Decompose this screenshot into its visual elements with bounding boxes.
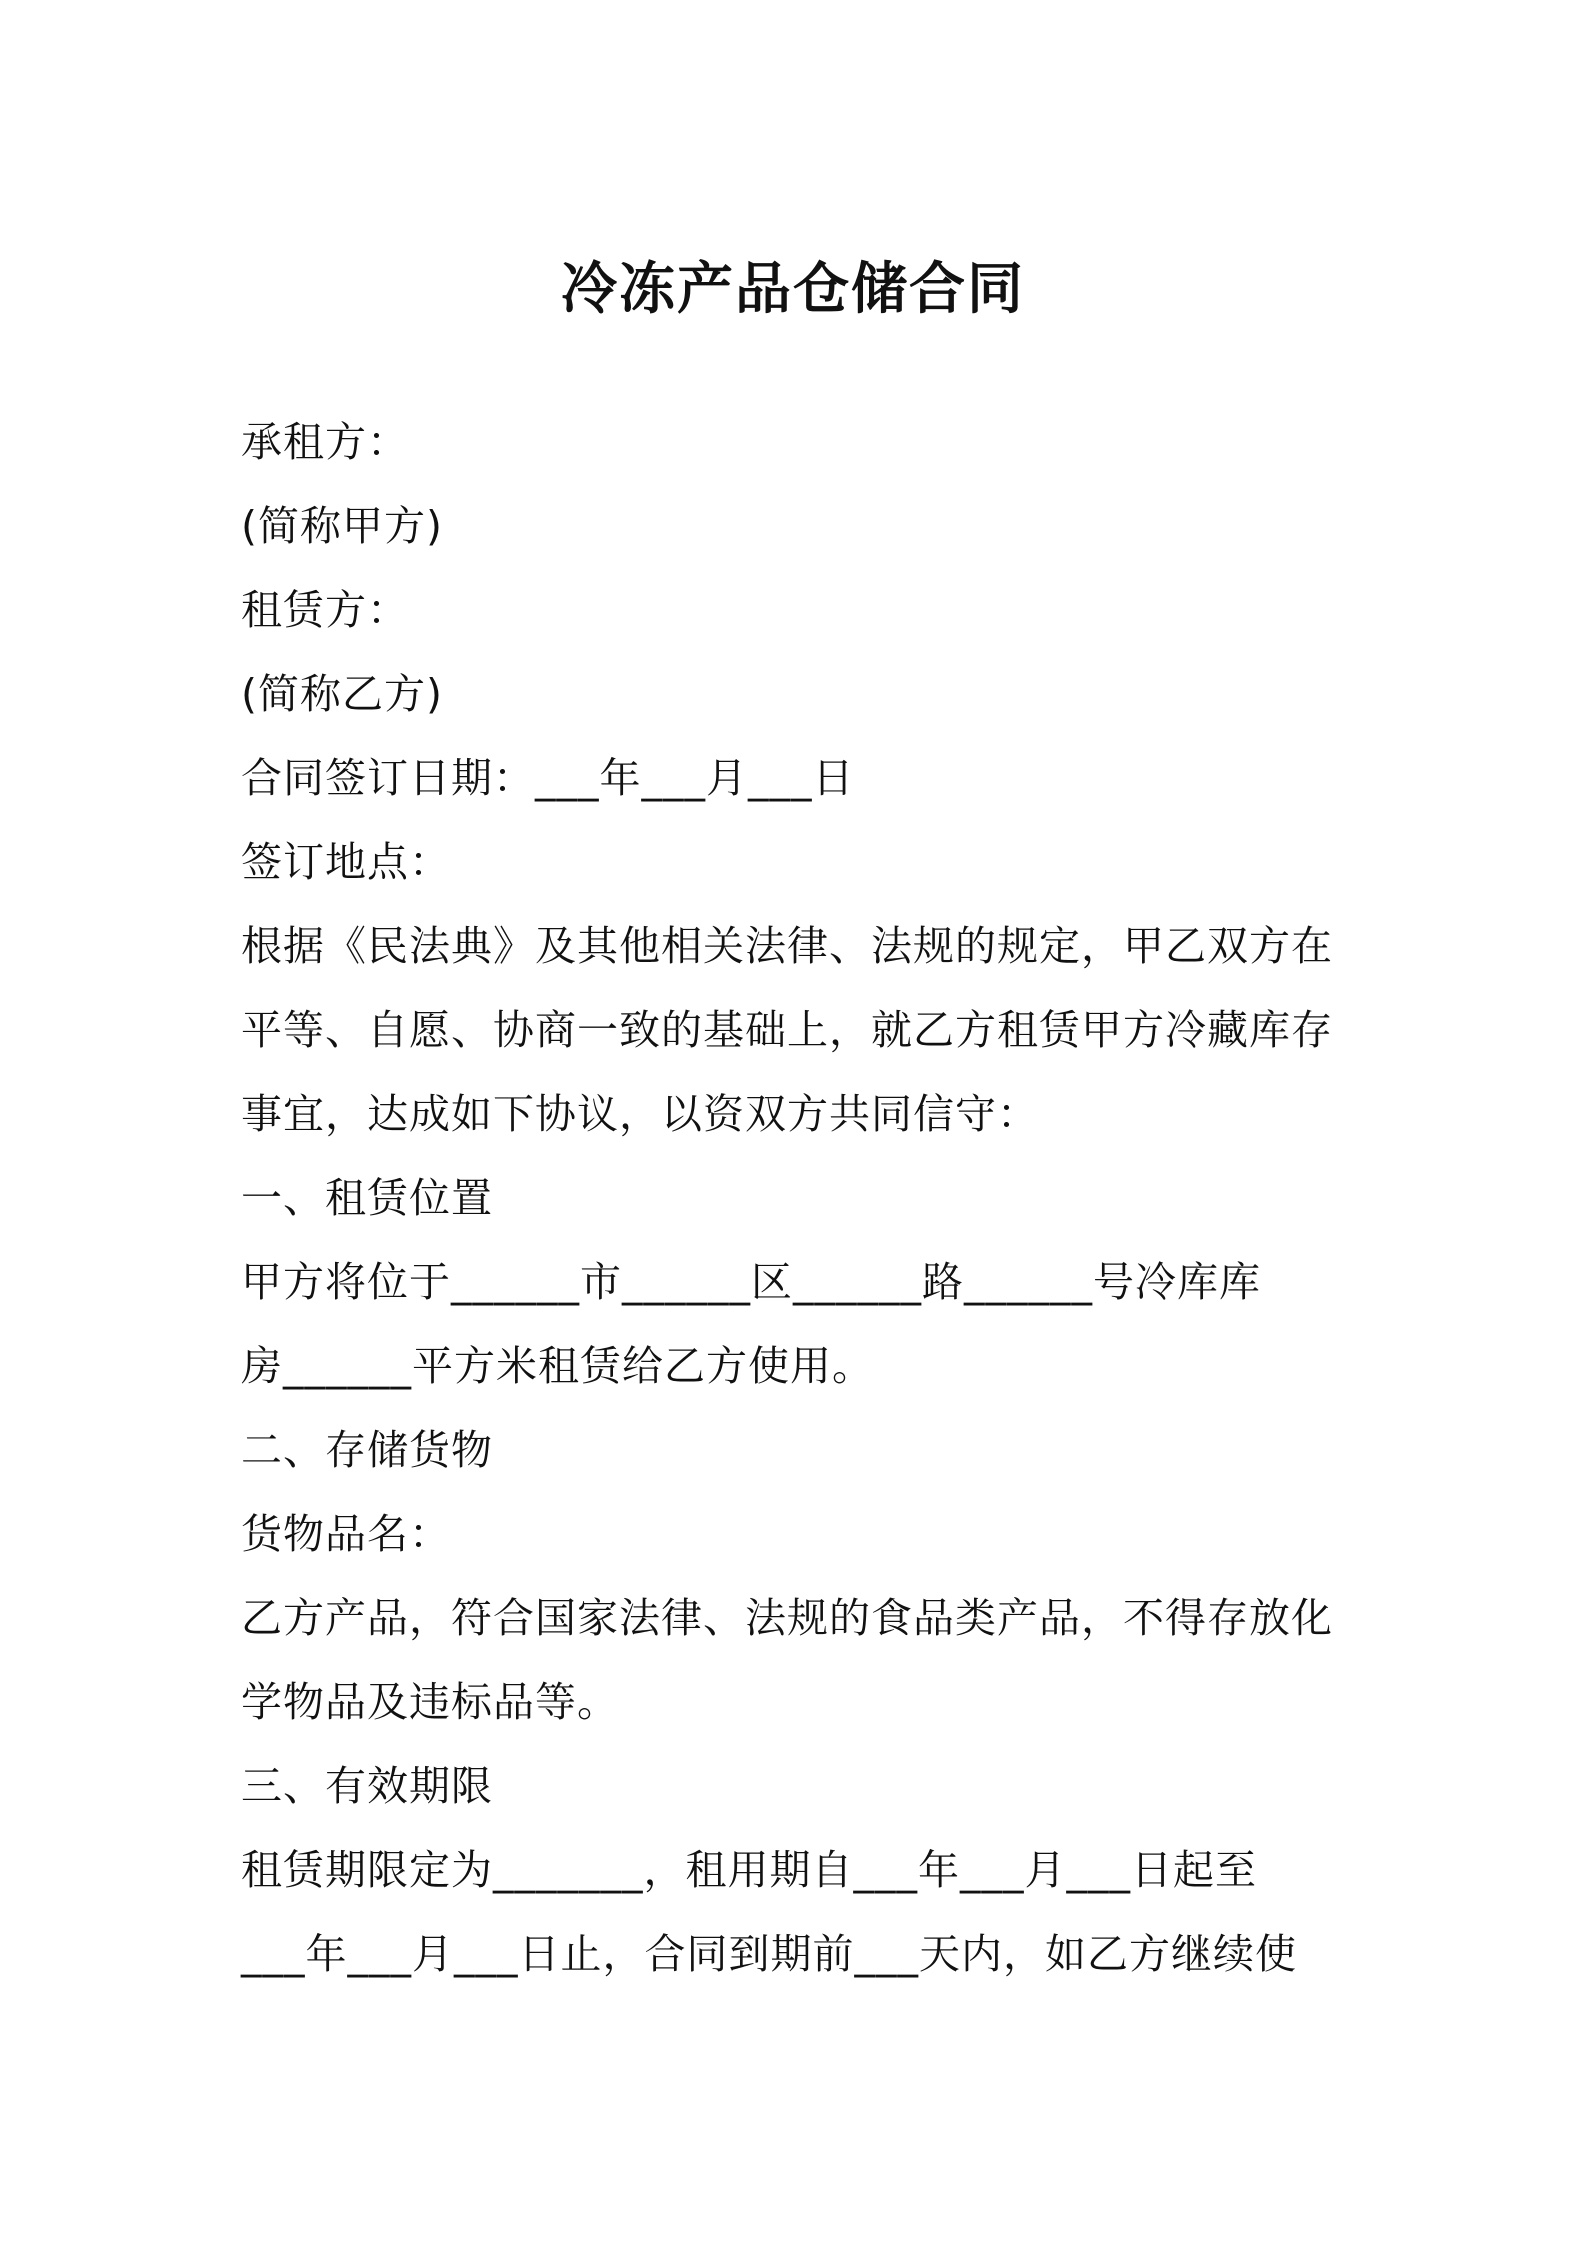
section-heading-2: 二、存储货物 bbox=[241, 1426, 493, 1474]
goods-name-line: 货物品名： bbox=[241, 1510, 451, 1558]
location-line-2: 房______平方米租赁给乙方使用。 bbox=[241, 1342, 874, 1390]
location-line-1: 甲方将位于______市______区______路______号冷库库 bbox=[241, 1258, 1261, 1306]
lessee-line: 租赁方： bbox=[241, 586, 409, 634]
document-body bbox=[241, 400, 1351, 1996]
goods-desc-line-2: 学物品及违标品等。 bbox=[241, 1678, 619, 1726]
goods-desc-line-1: 乙方产品，符合国家法律、法规的食品类产品，不得存放化 bbox=[241, 1594, 1333, 1642]
section-heading-3: 三、有效期限 bbox=[241, 1762, 493, 1810]
signing-place-line: 签订地点： bbox=[241, 838, 451, 886]
lessor-line: 承租方： bbox=[241, 418, 409, 466]
document-title: 冷冻产品仓储合同 bbox=[561, 257, 1025, 322]
preamble-line-3: 事宜，达成如下协议，以资双方共同信守： bbox=[241, 1090, 1039, 1138]
term-line-1: 租赁期限定为_______，租用期自___年___月___日起至 bbox=[241, 1846, 1257, 1894]
preamble-line-1: 根据《民法典》及其他相关法律、法规的规定，甲乙双方在 bbox=[241, 922, 1333, 970]
party-b-abbrev-line: (简称乙方) bbox=[241, 670, 443, 718]
preamble-line-2: 平等、自愿、协商一致的基础上，就乙方租赁甲方冷藏库存 bbox=[241, 1006, 1333, 1054]
party-a-abbrev-line: (简称甲方) bbox=[241, 502, 443, 550]
signing-date-line: 合同签订日期：___年___月___日 bbox=[241, 754, 855, 802]
section-heading-1: 一、租赁位置 bbox=[241, 1174, 493, 1222]
term-line-2: ___年___月___日止，合同到期前___天内，如乙方继续使 bbox=[241, 1930, 1297, 1978]
